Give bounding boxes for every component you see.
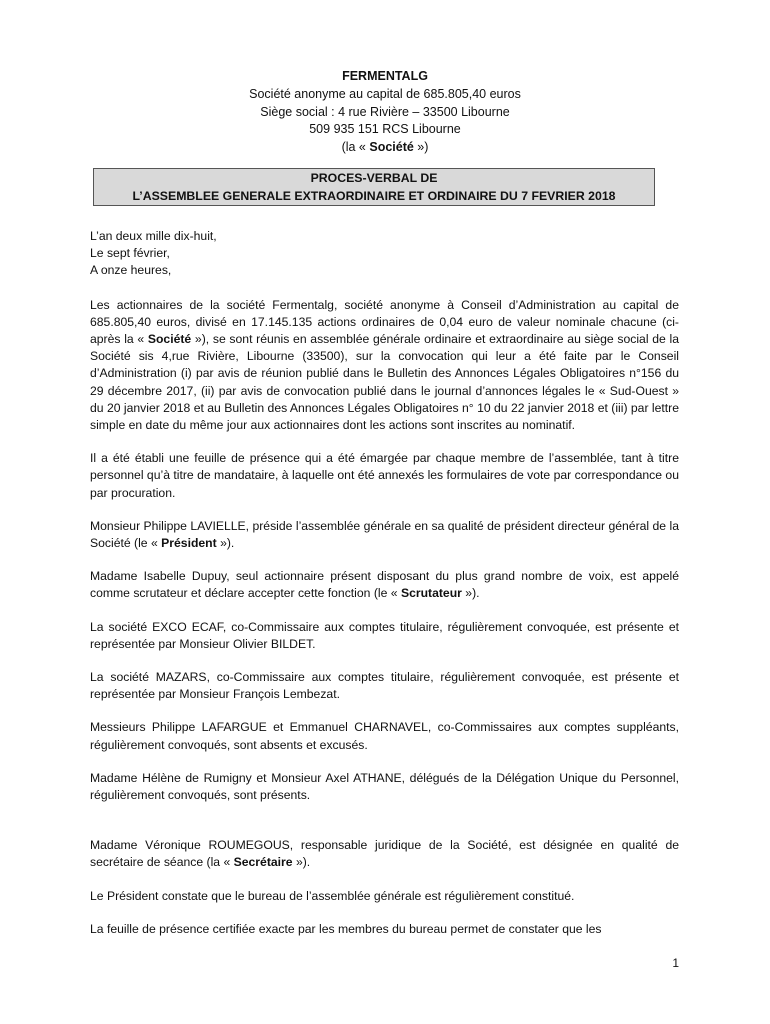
paragraph-exco: La société EXCO ECAF, co-Commissaire aux comptes titulaire, régulièrement convoquée, est présente et représentée par Monsieur Olivier BILDET.: [90, 619, 679, 651]
title-line-1: PROCES-VERBAL DE: [310, 171, 438, 185]
title-line-2: L’ASSEMBLEE GENERALE EXTRAORDINAIRE ET ORDINAIRE DU 7 FEVRIER 2018: [132, 188, 616, 203]
paragraph-attendance: Il a été établi une feuille de présence qui a été émargée par chaque membre de l’assemblée, tant à titre personnel qu’à titre de mandataire, à laquelle ont été annexés les formulaires de vote par correspondance ou par procuration.: [90, 451, 679, 500]
paragraph-scrutateur: Madame Isabelle Dupuy, seul actionnaire présent disposant du plus grand nombre de voix, est appelé comme scrutateur et déclare accepter cette fonction (le « Scrutateur »).: [90, 569, 679, 601]
paragraph-supplements: Messieurs Philippe LAFARGUE et Emmanuel CHARNAVEL, co-Commissaires aux comptes suppléants, régulièrement convoqués, sont absents et excusés.: [90, 720, 679, 752]
paragraph-feuille: La feuille de présence certifiée exacte par les membres du bureau permet de constater que les: [90, 921, 602, 936]
opening-lines: L’an deux mille dix-huit, Le sept février, A onze heures,: [90, 229, 217, 278]
paragraph-secretaire: Madame Véronique ROUMEGOUS, responsable juridique de la Société, est désignée en qualité de secrétaire de séance (la « Secrétaire »).: [90, 838, 679, 870]
page-number: 1: [672, 956, 679, 970]
document-body: [90, 228, 679, 954]
paragraph-bureau: Le Président constate que le bureau de l’assemblée générale est régulièrement constitué.: [90, 888, 575, 903]
paragraph-president: Monsieur Philippe LAVIELLE, préside l’assemblée générale en sa qualité de président directeur général de la Société (le « Président »).: [90, 518, 679, 551]
company-capital: Société anonyme au capital de 685.805,40 euros: [249, 86, 521, 101]
company-header: [0, 68, 770, 157]
company-address: Siège social : 4 rue Rivière – 33500 Libourne: [260, 104, 510, 119]
company-rcs: 509 935 151 RCS Libourne: [309, 122, 461, 137]
company-alias: (la « Société »): [341, 140, 429, 155]
document-title-box: [93, 168, 655, 206]
paragraph-delegation: Madame Hélène de Rumigny et Monsieur Axel ATHANE, délégués de la Délégation Unique du Personnel, régulièrement convoqués, sont présents.: [90, 770, 679, 803]
paragraph-mazars: La société MAZARS, co-Commissaire aux comptes titulaire, régulièrement convoquée, est présente et représentée par Monsieur François Lembezat.: [90, 670, 679, 702]
company-name: FERMENTALG: [342, 69, 428, 83]
paragraph-convocation: Les actionnaires de la société Fermentalg, société anonyme à Conseil d’Administration au capital de 685.805,40 euros, divisé en 17.145.135 actions ordinaires de 0,04 euro de valeur nominale chacune (ci-après la « Société »), se sont réunis en assemblée générale ordinaire et extraordinaire au siège social de la Société sis 4,rue Rivière, Libourne (33500), sur la convocation qui leur a été faite par le Conseil d’Administration (i) par avis de réunion publié dans le Bulletin des Annonces Légales Obligatoires n°156 du 29 décembre 2017, (ii) par avis de convocation publié dans le journal d’annonces légales le « Sud-Ouest » du 20 janvier 2018 et au Bulletin des Annonces Légales Obligatoires n° 10 du 22 janvier 2018 et (iii) par lettre simple en date du même jour aux actionnaires dont les actions sont inscrites au nominatif.: [90, 297, 679, 433]
